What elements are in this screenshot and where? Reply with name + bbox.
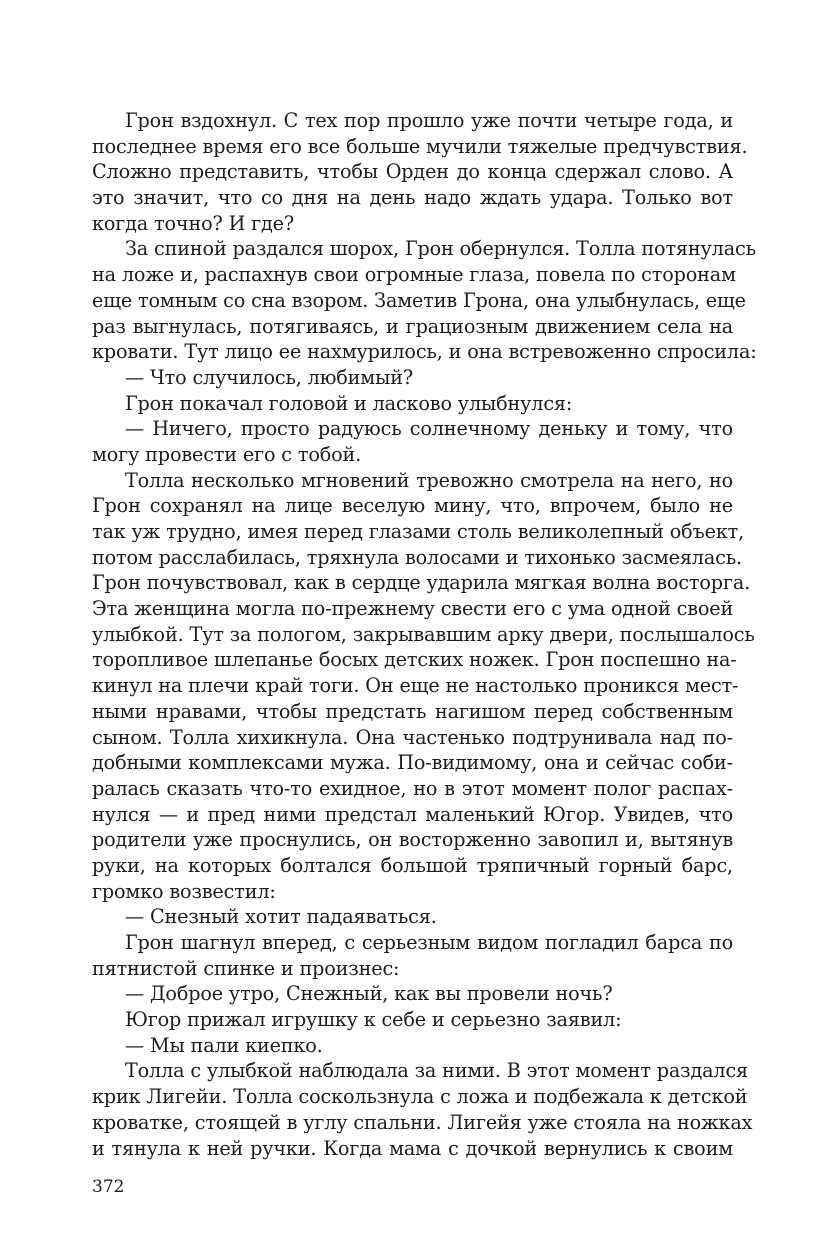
text-line: Грон почувствовал, как в сердце ударила мягкая волна восторга. bbox=[92, 571, 751, 595]
text-line: это значит, что со дня на день надо ждать удара. Только вот bbox=[92, 186, 733, 210]
text-line: — Что случилось, любимый? bbox=[125, 365, 413, 389]
text-line: кинул на плечи край тоги. Он еще не настолько проникся мест- bbox=[92, 674, 739, 698]
text-line: родители уже проснулись, он восторженно завопил и, вытянув bbox=[92, 828, 733, 852]
text-line: громко возвестил: bbox=[92, 879, 276, 903]
text-line: еще томным со сна взором. Заметив Грона, она улыбнулась, еще bbox=[92, 288, 746, 312]
text-line: Толла несколько мгновений тревожно смотрела на него, но bbox=[125, 468, 733, 492]
text-line: добными комплексами мужа. По-видимому, она и сейчас соби- bbox=[92, 751, 733, 775]
text-line: кроватке, стоящей в углу спальни. Лигейя уже стояла на ножках bbox=[92, 1110, 753, 1134]
text-line: Грон вздохнул. С тех пор прошло уже почти четыре года, и bbox=[125, 109, 733, 132]
text-line: когда точно? И где? bbox=[92, 211, 295, 235]
text-line: последнее время его все больше мучили тяжелые предчувствия. bbox=[92, 134, 748, 158]
text-line: За спиной раздался шорох, Грон обернулся. Толла потянулась bbox=[125, 237, 756, 261]
text-line: Грон покачал головой и ласково улыбнулся: bbox=[125, 391, 573, 415]
text-line: раз выгнулась, потягиваясь, и грациозным движением села на bbox=[92, 314, 733, 338]
text-line: улыбкой. Тут за пологом, закрывавшим арку двери, послышалось bbox=[92, 622, 755, 646]
text-line: Сложно представить, чтобы Орден до конца сдержал слово. А bbox=[92, 160, 733, 184]
text-line: Югор прижал игрушку к себе и серьезно заявил: bbox=[125, 1008, 622, 1032]
page-number: 372 bbox=[92, 1177, 125, 1197]
text-line: — Мы пали киепко. bbox=[125, 1033, 323, 1057]
text-line: потом расслабилась, тряхнула волосами и тихонько засмеялась. bbox=[92, 545, 742, 569]
text-line: — Доброе утро, Снежный, как вы провели ночь? bbox=[125, 982, 613, 1006]
text-line: руки, на которых болтался большой тряпичный горный барс, bbox=[92, 853, 733, 877]
text-line: на ложе и, распахнув свои огромные глаза, повела по сторонам bbox=[92, 263, 736, 287]
text-line: кровати. Тут лицо ее нахмурилось, и она встревоженно спросила: bbox=[92, 340, 757, 364]
text-line: — Снезный хотит падаяваться. bbox=[125, 905, 437, 929]
text-line: нулся — и пред ними предстал маленький Югор. Увидев, что bbox=[92, 802, 733, 826]
text-line: — Ничего, просто радуюсь солнечному деньку и тому, что bbox=[125, 417, 733, 441]
text-line: так уж трудно, имея перед глазами столь великолепный объект, bbox=[92, 520, 745, 543]
text-line: ралась сказать что-то ехидное, но в этот момент полог распах- bbox=[92, 776, 733, 800]
text-line: торопливое шлепанье босых детских ножек. Грон поспешно на- bbox=[92, 648, 737, 672]
text-line: крик Лигейи. Толла соскользнула с ложа и подбежала к детской bbox=[92, 1085, 748, 1109]
text-line: могу провести его с тобой. bbox=[92, 442, 362, 466]
text-line: Грон сохранял на лице веселую мину, что, впрочем, было не bbox=[92, 494, 733, 518]
text-line: пятнистой спинке и произнес: bbox=[92, 956, 400, 980]
text-line: и тянула к ней ручки. Когда мама с дочкой вернулись к своим bbox=[92, 1136, 733, 1160]
page-body bbox=[92, 108, 757, 1161]
text-line: ными нравами, чтобы предстать нагишом перед собственным bbox=[92, 699, 733, 723]
text-line: Толла с улыбкой наблюдала за ними. В этот момент раздался bbox=[125, 1059, 749, 1083]
text-line: Грон шагнул вперед, с серьезным видом погладил барса по bbox=[125, 931, 733, 954]
text-line: сыном. Толла хихикнула. Она частенько подтрунивала над по- bbox=[92, 725, 733, 749]
text-line: Эта женщина могла по-прежнему свести его с ума одной своей bbox=[92, 597, 734, 621]
